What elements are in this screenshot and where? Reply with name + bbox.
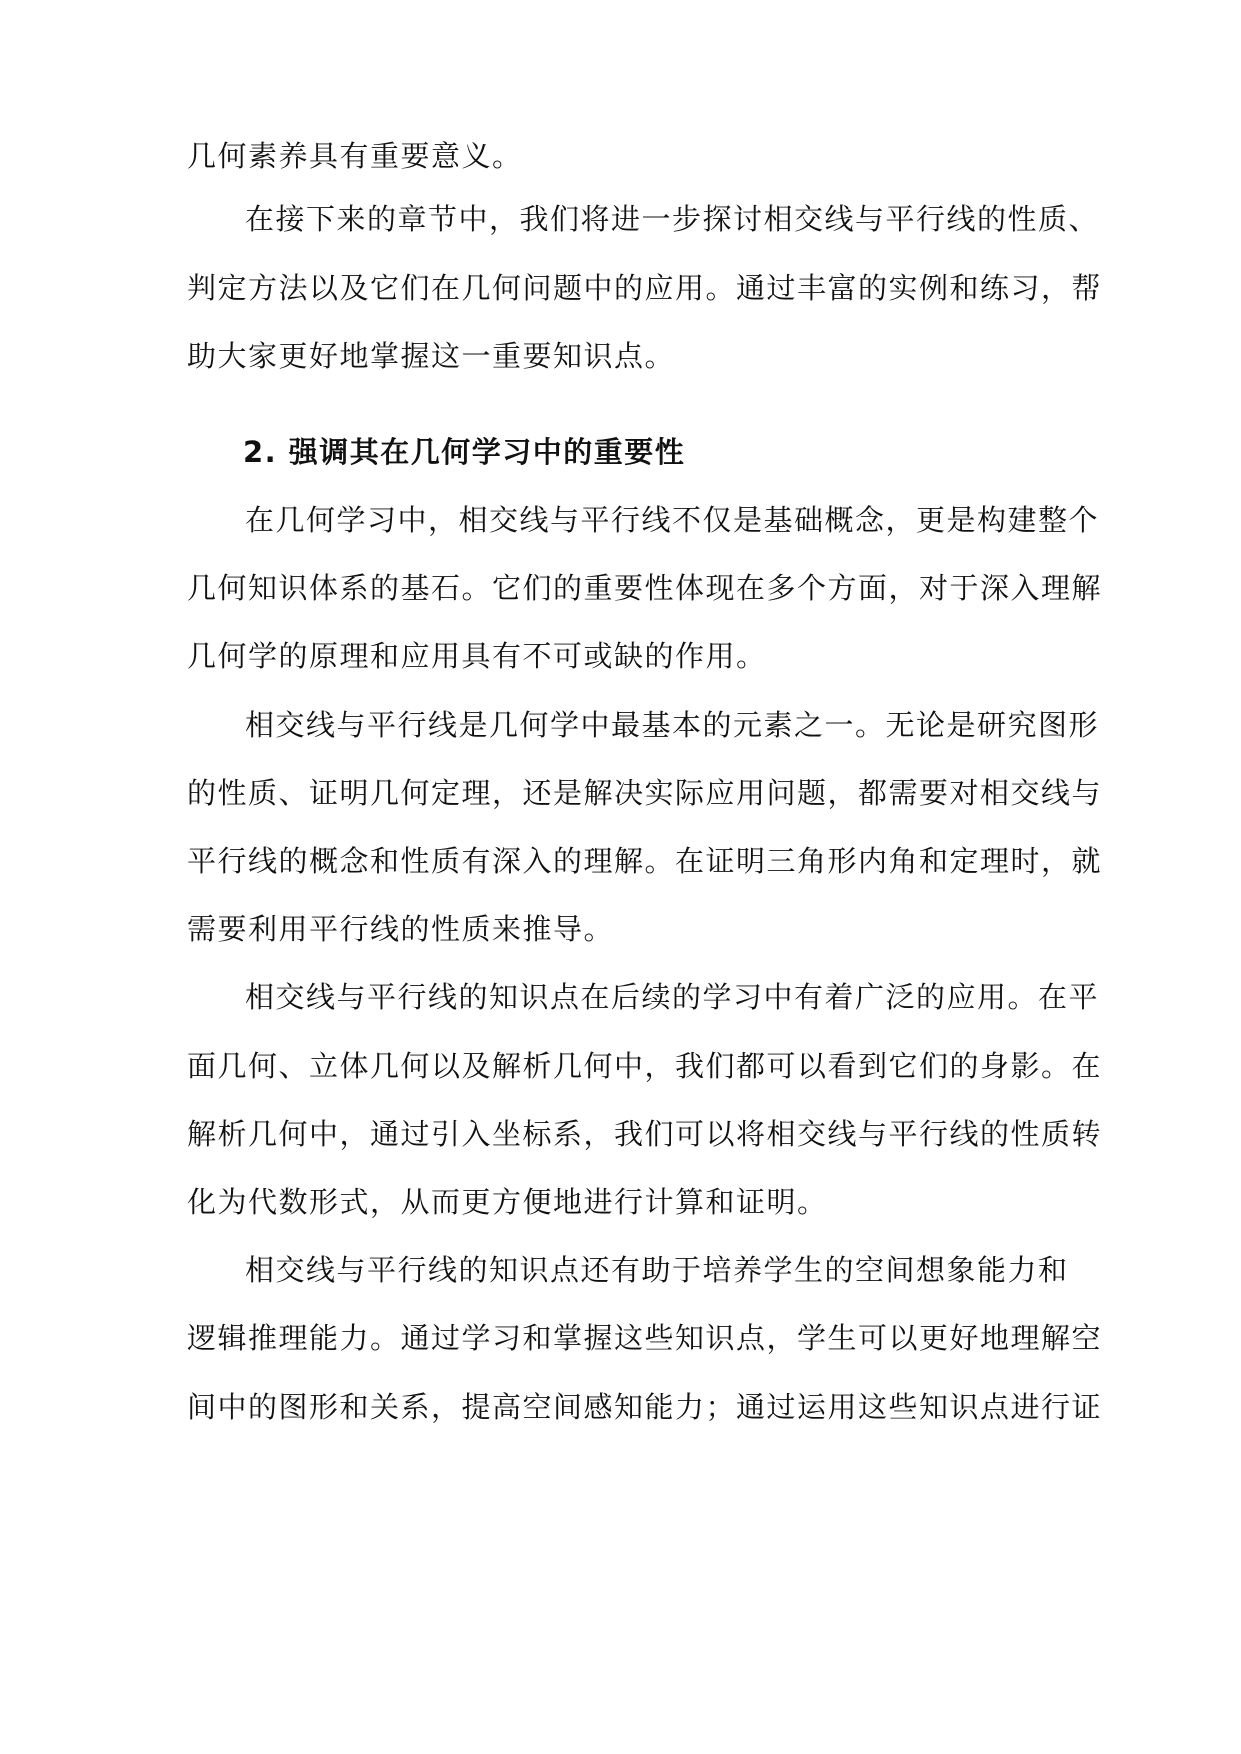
paragraph-line: 化为代数形式，从而更方便地进行计算和证明。 bbox=[187, 1185, 828, 1219]
paragraph-line: 在几何学习中，相交线与平行线不仅是基础概念，更是构建整个 bbox=[245, 503, 1100, 537]
paragraph-line: 判定方法以及它们在几何问题中的应用。通过丰富的实例和练习，帮 bbox=[187, 271, 1103, 305]
section-heading: 2. 强调其在几何学习中的重要性 bbox=[243, 435, 686, 469]
paragraph-line: 在接下来的章节中，我们将进一步探讨相交线与平行线的性质、 bbox=[245, 202, 1100, 236]
paragraph-line: 的性质、证明几何定理，还是解决实际应用问题，都需要对相交线与 bbox=[187, 776, 1103, 810]
paragraph-line: 需要利用平行线的性质来推导。 bbox=[187, 912, 615, 946]
paragraph-line: 间中的图形和关系，提高空间感知能力；通过运用这些知识点进行证 bbox=[187, 1390, 1103, 1424]
paragraph-line: 相交线与平行线的知识点还有助于培养学生的空间想象能力和 bbox=[245, 1253, 1069, 1287]
paragraph-line: 几何素养具有重要意义。 bbox=[187, 139, 523, 173]
paragraph-line: 相交线与平行线的知识点在后续的学习中有着广泛的应用。在平 bbox=[245, 980, 1100, 1014]
paragraph-line: 相交线与平行线是几何学中最基本的元素之一。无论是研究图形 bbox=[245, 708, 1100, 742]
paragraph-line: 面几何、立体几何以及解析几何中，我们都可以看到它们的身影。在 bbox=[187, 1049, 1103, 1083]
paragraph-line: 逻辑推理能力。通过学习和掌握这些知识点，学生可以更好地理解空 bbox=[187, 1321, 1103, 1355]
paragraph-line: 平行线的概念和性质有深入的理解。在证明三角形内角和定理时，就 bbox=[187, 844, 1103, 878]
paragraph-line: 解析几何中，通过引入坐标系，我们可以将相交线与平行线的性质转 bbox=[187, 1117, 1103, 1151]
paragraph-line: 几何学的原理和应用具有不可或缺的作用。 bbox=[187, 639, 767, 673]
paragraph-line: 助大家更好地掌握这一重要知识点。 bbox=[187, 339, 676, 373]
paragraph-line: 几何知识体系的基石。它们的重要性体现在多个方面，对于深入理解 bbox=[187, 571, 1103, 605]
